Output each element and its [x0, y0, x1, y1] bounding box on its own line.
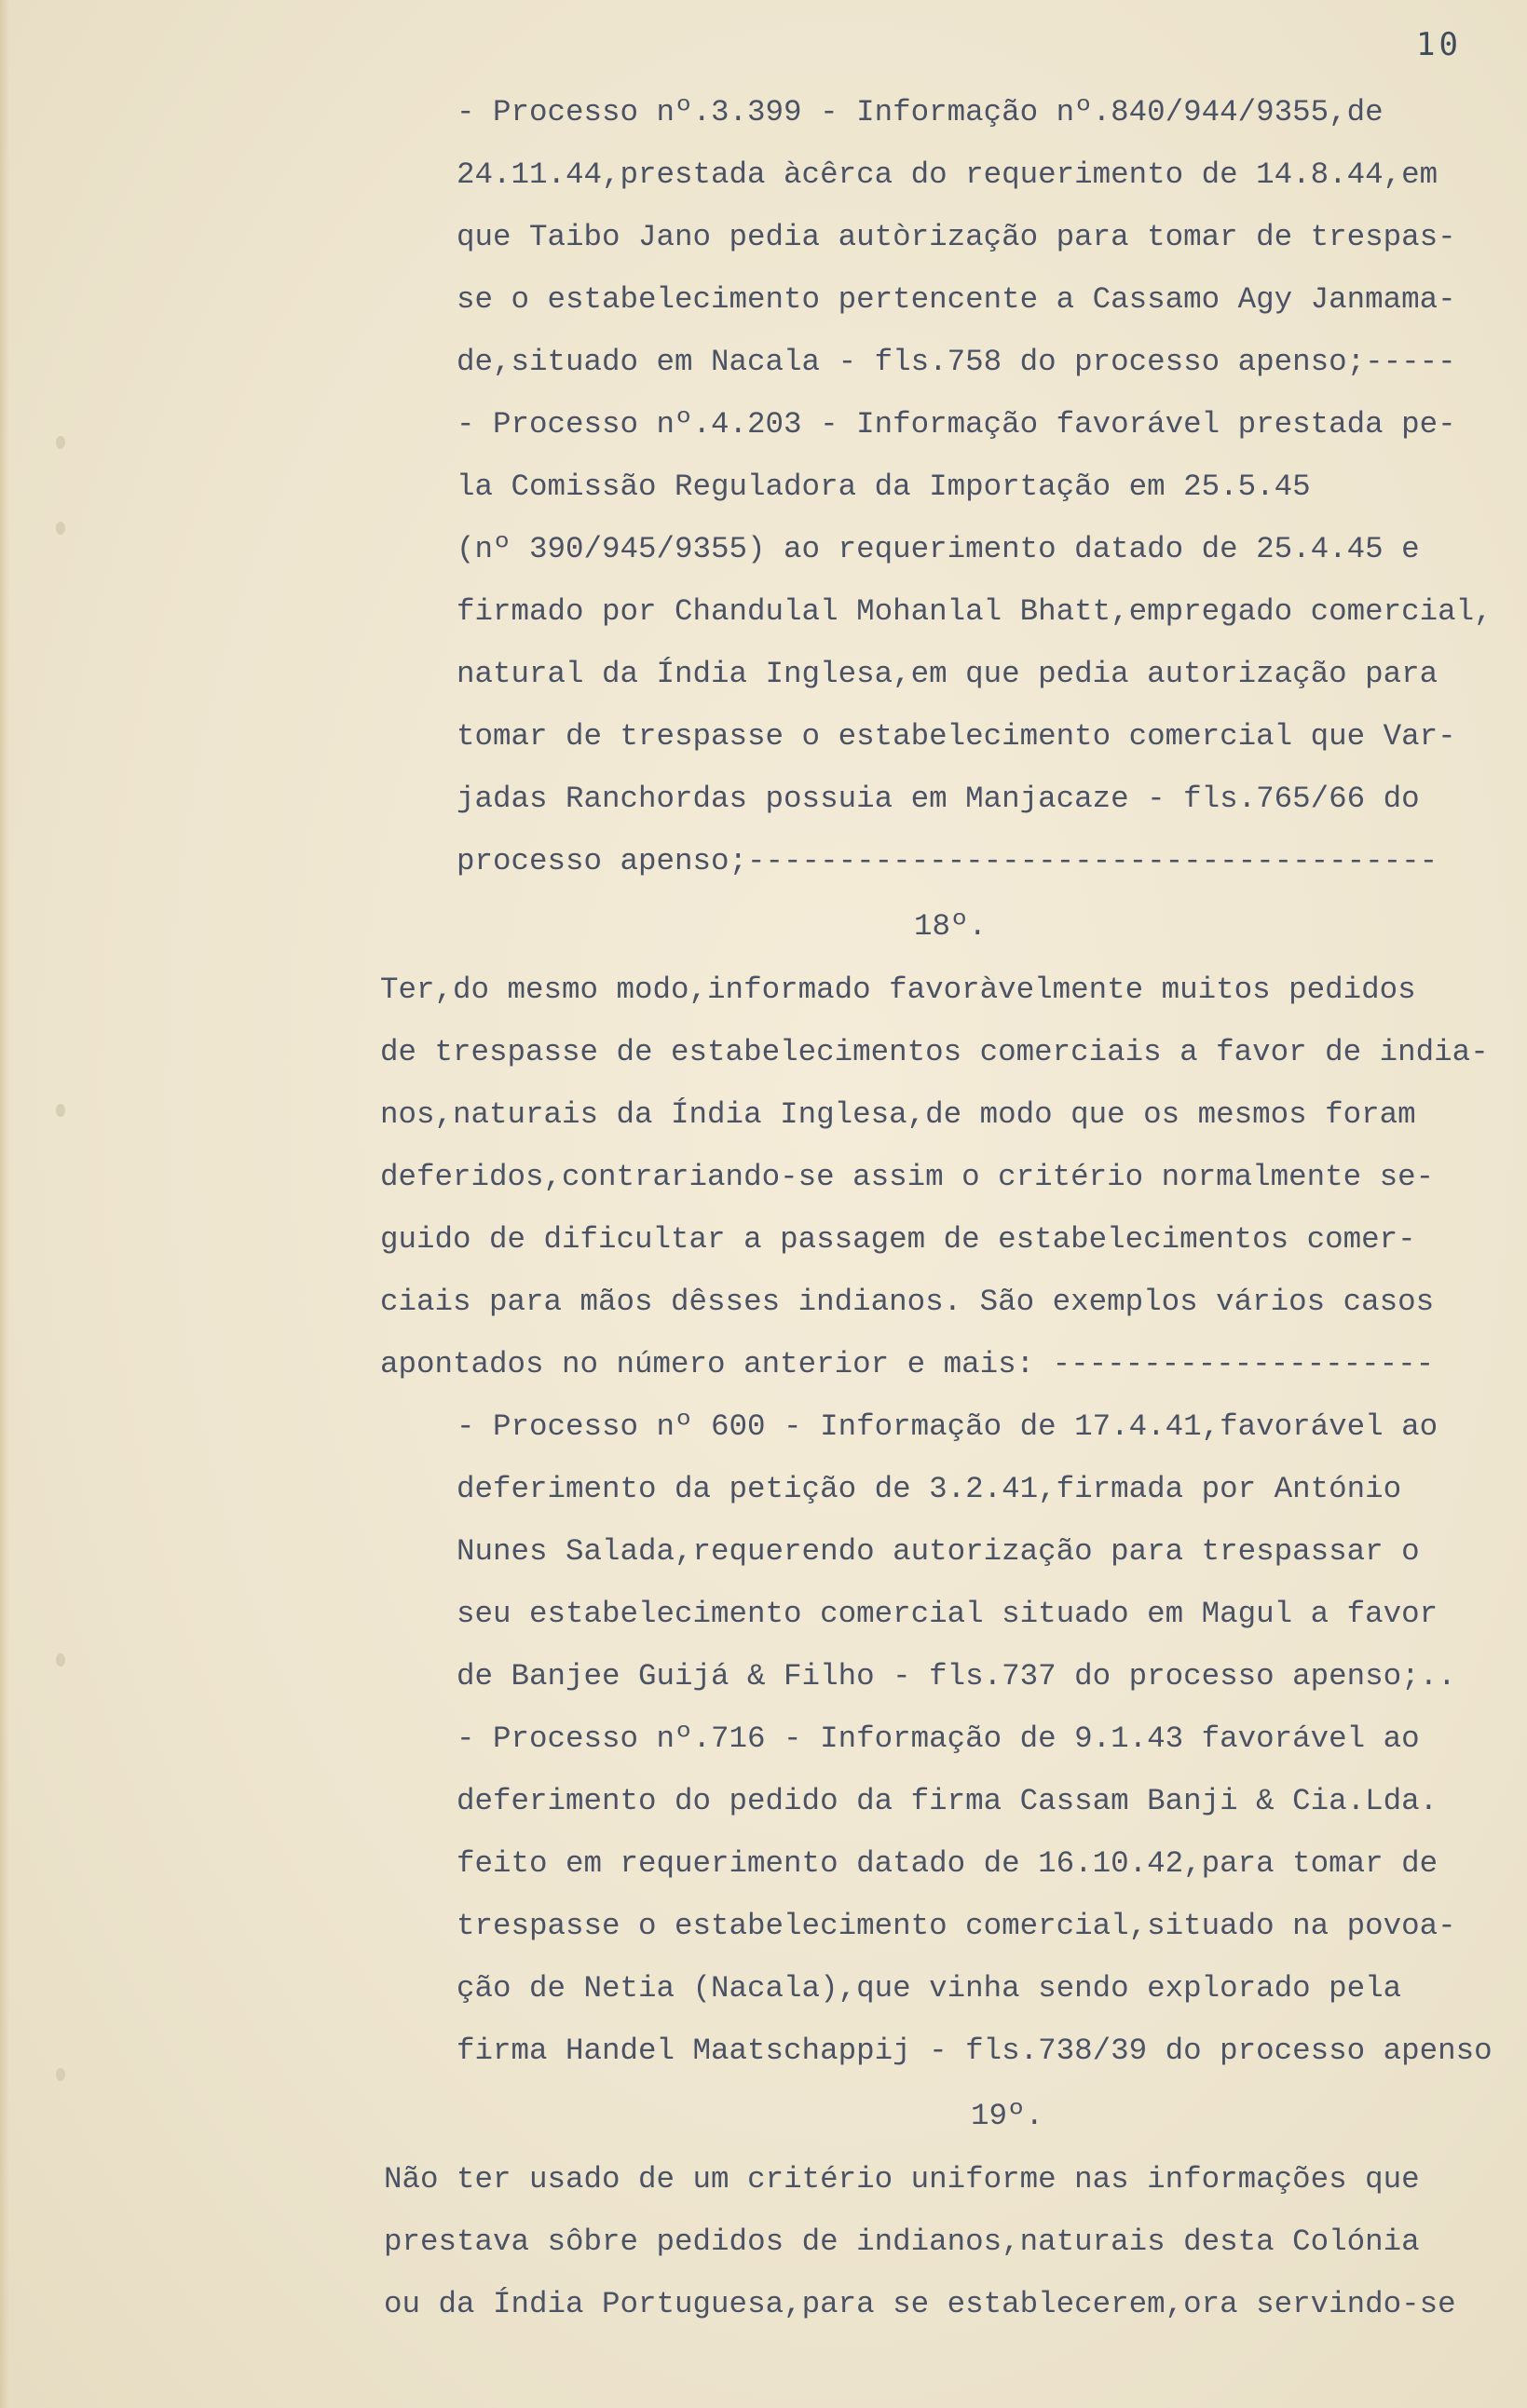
- text-line: la Comissão Reguladora da Importação em 25.5.45: [457, 469, 1311, 504]
- text-line: natural da Índia Inglesa,em que pedia autorização para: [457, 657, 1438, 691]
- text-line: firma Handel Maatschappij - fls.738/39 do processo apenso: [457, 2034, 1493, 2068]
- text-line: feito em requerimento datado de 16.10.42,para tomar de: [457, 1846, 1438, 1881]
- text-line: - Processo nº.716 - Informação de 9.1.43 favorável ao: [457, 1721, 1420, 1756]
- text-line: Nunes Salada,requerendo autorização para trespassar o: [457, 1534, 1420, 1569]
- text-line: que Taibo Jano pedia autòrização para tomar de trespas-: [457, 220, 1456, 254]
- page-number: 10: [1416, 26, 1462, 63]
- paper-edge: [0, 0, 9, 2408]
- binding-mark: [56, 436, 65, 449]
- text-line: prestava sôbre pedidos de indianos,naturais desta Colónia: [384, 2224, 1420, 2259]
- text-line: tomar de trespasse o estabelecimento comercial que Var-: [457, 719, 1456, 754]
- text-line: Não ter usado de um critério uniforme nas informações que: [384, 2162, 1420, 2197]
- text-line: deferidos,contrariando-se assim o critério normalmente se-: [380, 1160, 1435, 1194]
- binding-mark: [56, 1104, 65, 1117]
- section-number: 18º.: [914, 909, 988, 944]
- text-line: deferimento da petição de 3.2.41,firmada por António: [457, 1472, 1402, 1506]
- text-line: de Banjee Guijá & Filho - fls.737 do processo apenso;..: [457, 1659, 1456, 1694]
- text-line: guido de dificultar a passagem de estabelecimentos comer-: [380, 1222, 1416, 1257]
- text-line: Ter,do mesmo modo,informado favoràvelmente muitos pedidos: [380, 973, 1416, 1007]
- text-line: de,situado em Nacala - fls.758 do processo apenso;-----: [457, 345, 1456, 379]
- text-line: apontados no número anterior e mais: ---------------------: [380, 1347, 1435, 1381]
- text-line: (nº 390/945/9355) ao requerimento datado de 25.4.45 e: [457, 532, 1420, 566]
- text-line: - Processo nº.4.203 - Informação favorável prestada pe-: [457, 407, 1456, 442]
- text-line: de trespasse de estabelecimentos comerciais a favor de india-: [380, 1035, 1489, 1069]
- binding-mark: [56, 1653, 65, 1667]
- section-number: 19º.: [971, 2099, 1044, 2133]
- text-line: trespasse o estabelecimento comercial,situado na povoa-: [457, 1909, 1456, 1943]
- text-line: - Processo nº 600 - Informação de 17.4.41,favorável ao: [457, 1409, 1438, 1444]
- text-line: ou da Índia Portuguesa,para se establecerem,ora servindo-se: [384, 2287, 1456, 2321]
- text-line: firmado por Chandulal Mohanlal Bhatt,empregado comercial,: [457, 594, 1493, 629]
- text-line: - Processo nº.3.399 - Informação nº.840/944/9355,de: [457, 95, 1384, 129]
- text-line: processo apenso;--------------------------------------: [457, 844, 1438, 878]
- text-line: se o estabelecimento pertencente a Cassamo Agy Janmama-: [457, 282, 1456, 317]
- text-line: seu estabelecimento comercial situado em Magul a favor: [457, 1597, 1438, 1631]
- binding-mark: [56, 2068, 65, 2081]
- text-line: ção de Netia (Nacala),que vinha sendo explorado pela: [457, 1971, 1402, 2006]
- text-line: deferimento do pedido da firma Cassam Banji & Cia.Lda.: [457, 1784, 1438, 1818]
- text-line: nos,naturais da Índia Inglesa,de modo que os mesmos foram: [380, 1097, 1416, 1132]
- text-line: jadas Ranchordas possuia em Manjacaze - fls.765/66 do: [457, 782, 1420, 816]
- text-line: 24.11.44,prestada àcêrca do requerimento de 14.8.44,em: [457, 157, 1438, 192]
- text-line: ciais para mãos dêsses indianos. São exemplos vários casos: [380, 1285, 1435, 1319]
- binding-mark: [56, 522, 65, 535]
